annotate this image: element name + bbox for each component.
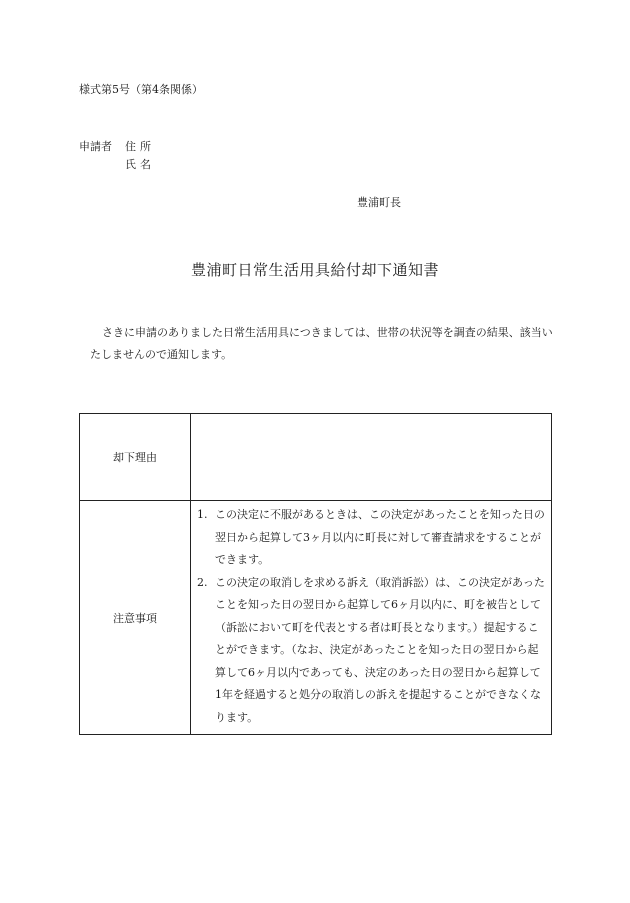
reason-row: [80, 414, 552, 501]
note-number: 2.: [197, 575, 208, 589]
address-label: 住所: [125, 140, 155, 153]
notes-content: [191, 501, 552, 735]
document-title: 豊浦町日常生活用具給付却下通知書: [190, 261, 439, 279]
notice-table: [79, 413, 552, 735]
note-text: この決定の取消しを求める訴え（取消訴訟）は、この決定があったことを知った日の翌日から起算して6ヶ月以内に、町を被告として（訴訟において町を代表とする者は町長となります。）提起することができます。（なお、決定があったことを知った日の翌日から起算して6ヶ月以内であっても、決定のあった日の翌日から起算して1年を経過すると処分の取消しの訴えを提起することができなくなります。: [215, 575, 545, 724]
note-item: [197, 504, 545, 572]
issuer-name: 豊浦町長: [357, 196, 401, 209]
form-number: 様式第5号（第4条関係）: [79, 83, 203, 96]
notice-body-text: さきに申請のありました日常生活用具につきましては、世帯の状況等を調査の結果、該当いたしませんので通知します。: [90, 326, 553, 361]
notes-row: [80, 501, 552, 735]
name-label: 氏名: [125, 158, 155, 171]
note-item: [197, 572, 545, 730]
reason-label: 却下理由: [80, 414, 191, 501]
note-number: 1.: [197, 508, 208, 521]
reason-value: [191, 414, 552, 501]
applicant-label: 申請者: [79, 140, 112, 153]
notes-label: 注意事項: [80, 501, 191, 735]
note-text: この決定に不服があるときは、この決定があったことを知った日の翌日から起算して3ヶ月以内に町長に対して審査請求をすることができます。: [215, 508, 545, 566]
